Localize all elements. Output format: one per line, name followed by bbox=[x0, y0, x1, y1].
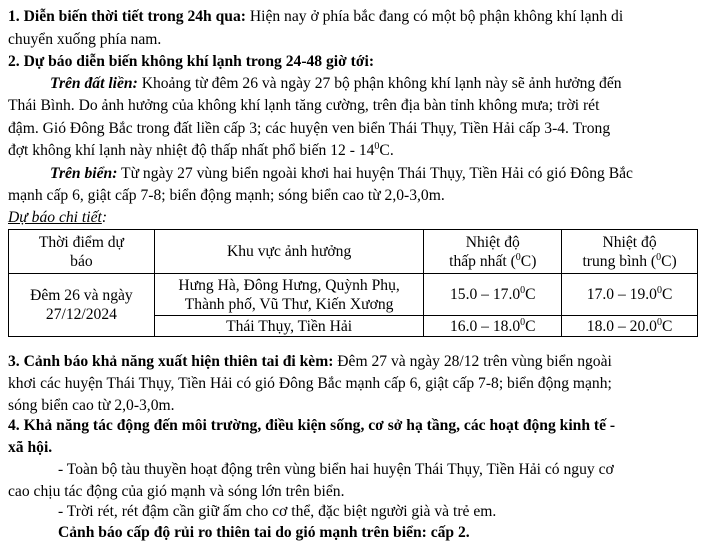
bullet-1-line-1: - Toàn bộ tàu thuyền hoạt động trên vùng biển hai huyện Thái Thụy, Tiền Hải có nguy cơ bbox=[58, 461, 614, 478]
land-text-4-end: C. bbox=[379, 142, 394, 159]
avg-1-unit: C bbox=[661, 286, 673, 303]
cell-area-2: Thái Thụy, Tiền Hải bbox=[154, 316, 424, 337]
cell-min-1 bbox=[424, 274, 562, 316]
risk-warning-text: Cảnh báo cấp độ rủi ro thiên tai do gió mạnh trên biển: cấp 2. bbox=[58, 524, 470, 541]
section-1-text: Hiện nay ở phía bắc đang có một bộ phận không khí lạnh di bbox=[245, 8, 624, 25]
land-label: Trên đất liền: bbox=[50, 75, 138, 92]
cell-min-2 bbox=[424, 316, 562, 337]
cell-area-1 bbox=[154, 274, 424, 316]
header-min-unit: C) bbox=[520, 252, 537, 270]
area-1-line-2: Thành phố, Vũ Thư, Kiến Xương bbox=[184, 295, 394, 313]
time-line-2: 27/12/2024 bbox=[45, 306, 117, 323]
header-time-line-1: Thời điểm dự bbox=[38, 233, 124, 251]
min-1-sup: 0 bbox=[520, 285, 526, 296]
avg-2-unit: C bbox=[661, 317, 673, 335]
header-time-line-2: báo bbox=[70, 252, 93, 270]
cell-avg-1 bbox=[562, 274, 698, 316]
avg-1-sup: 0 bbox=[656, 285, 662, 296]
section-3-heading: 3. Cảnh báo khả năng xuất hiện thiên tai đi kèm: bbox=[8, 353, 334, 370]
min-1-value: 15.0 – 17.0 bbox=[449, 286, 521, 303]
section-2-heading bbox=[8, 51, 374, 73]
sea-line-2: mạnh cấp 6, giật cấp 7-8; biển động mạnh; sóng biển cao từ 2,0-3,0m. bbox=[8, 187, 445, 204]
sea-label: Trên biển: bbox=[50, 165, 118, 182]
land-text-4: đợt không khí lạnh này nhiệt độ thấp nhất phổ biến 12 - 14 bbox=[8, 142, 375, 159]
header-avg-unit: C) bbox=[661, 252, 677, 270]
header-min-line-1: Nhiệt độ bbox=[465, 233, 520, 251]
section-4-heading-2 bbox=[8, 437, 52, 459]
header-min-sup: 0 bbox=[515, 251, 521, 263]
degree-sup: 0 bbox=[374, 141, 380, 152]
section-4-heading-text-1: 4. Khả năng tác động đến môi trường, điều kiện sống, cơ sở hạ tầng, các hoạt động kinh tế - bbox=[8, 417, 616, 434]
land-text-1: Khoảng từ đêm 26 và ngày 27 bộ phận không khí lạnh này sẽ ảnh hưởng đến bbox=[137, 75, 622, 92]
section-3-line-2: khơi các huyện Thái Thụy, Tiền Hải có gió Đông Bắc mạnh cấp 6, giật cấp 7-8; biển động mạnh; bbox=[8, 375, 612, 392]
forecast-table bbox=[8, 229, 698, 337]
bullet-1-line-2: cao chịu tác động của gió mạnh và sóng lớn trên biển. bbox=[8, 483, 345, 500]
header-min-temp bbox=[424, 230, 562, 274]
detail-label: Dự báo chi tiết bbox=[8, 209, 102, 226]
header-area: Khu vực ảnh hưởng bbox=[154, 230, 424, 274]
land-line-3: đậm. Gió Đông Bắc trong đất liền cấp 3; các huyện ven biển Thái Thụy, Tiền Hải cấp 3-4. Trong bbox=[8, 120, 611, 137]
header-avg-line-1: Nhiệt độ bbox=[602, 233, 657, 251]
cell-avg-2 bbox=[562, 316, 698, 337]
header-avg-sup: 0 bbox=[656, 251, 662, 263]
header-time bbox=[9, 230, 155, 274]
land-line-2: Thái Bình. Do ảnh hưởng của không khí lạnh tăng cường, trên địa bàn tỉnh không mưa; trời rét bbox=[8, 97, 600, 114]
min-2-sup: 0 bbox=[520, 316, 526, 328]
detail-colon: : bbox=[101, 209, 108, 226]
sea-line-1 bbox=[50, 163, 633, 185]
min-1-unit: C bbox=[525, 286, 536, 303]
detail-caption bbox=[8, 207, 107, 229]
header-min-line-2: thấp nhất ( bbox=[449, 252, 516, 270]
bullet-2: - Trời rét, rét đậm cần giữ ấm cho cơ thể, đặc biệt người già và trẻ em. bbox=[58, 503, 497, 520]
area-1-line-1: Hưng Hà, Đông Hưng, Quỳnh Phụ, bbox=[178, 276, 400, 294]
section-4-heading-text-2: xã hội. bbox=[8, 439, 53, 456]
cell-time bbox=[9, 274, 155, 337]
section-4-heading-1 bbox=[8, 415, 615, 437]
table-header-row bbox=[9, 230, 698, 274]
min-2-value: 16.0 – 18.0 bbox=[449, 317, 521, 335]
section-1-line-2: chuyển xuống phía nam. bbox=[8, 31, 162, 48]
header-avg-temp bbox=[562, 230, 698, 274]
avg-2-sup: 0 bbox=[656, 316, 662, 328]
header-avg-line-2: trung bình ( bbox=[582, 252, 657, 270]
land-line-1 bbox=[50, 73, 622, 95]
section-1-line-1 bbox=[8, 6, 623, 28]
land-line-4 bbox=[8, 140, 394, 162]
section-3-text-1: Đêm 27 và ngày 28/12 trên vùng biển ngoài bbox=[333, 353, 612, 370]
section-3-line-3: sóng biển cao từ 2,0-3,0m. bbox=[8, 397, 175, 414]
avg-1-value: 17.0 – 19.0 bbox=[586, 286, 657, 303]
avg-2-value: 18.0 – 20.0 bbox=[586, 317, 657, 335]
table-row bbox=[9, 274, 698, 316]
section-2-heading-text: 2. Dự báo diễn biến không khí lạnh trong 24-48 giờ tới: bbox=[8, 53, 375, 70]
risk-warning bbox=[58, 522, 470, 544]
min-2-unit: C bbox=[525, 317, 536, 335]
section-1-heading: 1. Diễn biến thời tiết trong 24h qua: bbox=[8, 8, 246, 25]
section-3-line-1 bbox=[8, 351, 612, 373]
time-line-1: Đêm 26 và ngày bbox=[30, 287, 133, 304]
sea-text-1: Từ ngày 27 vùng biển ngoài khơi hai huyện Thái Thụy, Tiền Hải có gió Đông Bắc bbox=[117, 165, 633, 182]
